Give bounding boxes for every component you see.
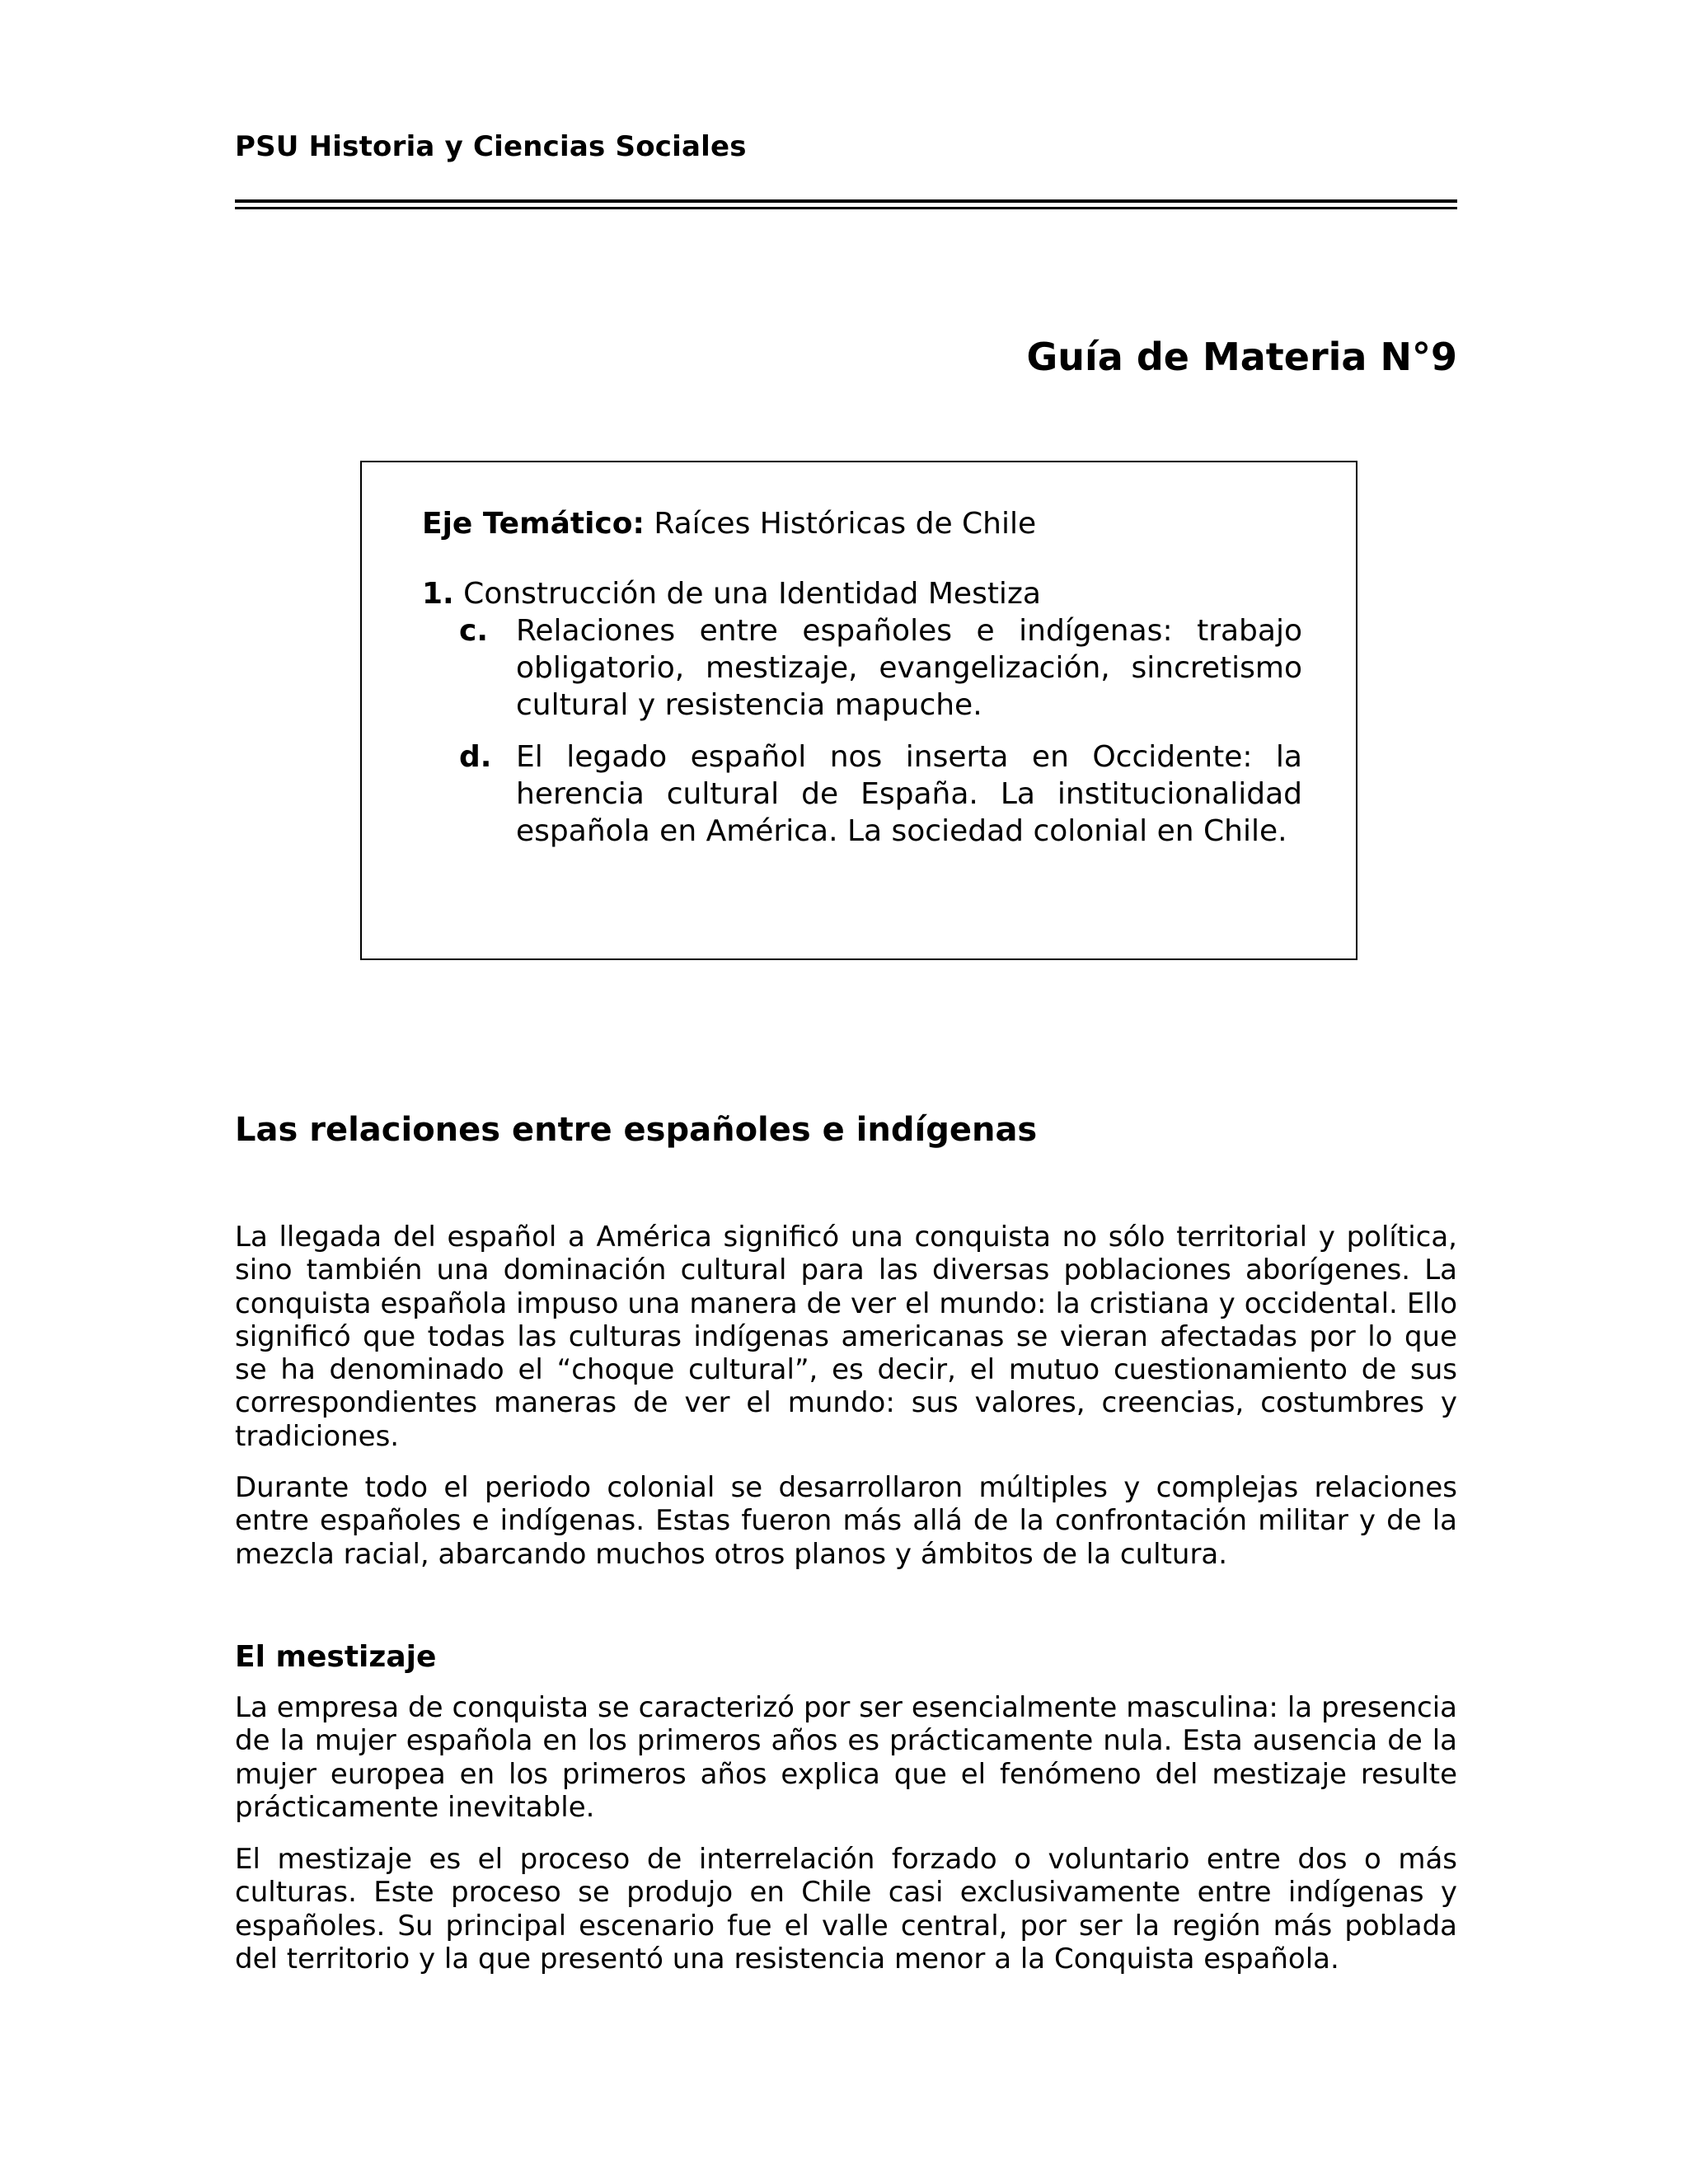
section-paragraph: La llegada del español a América significó una conquista no sólo territorial y política, sino también una dominación cultural para las diversas poblaciones aborígenes. La conquista española impuso una manera de ver el mundo: la cristiana y occidental. Ello significó que todas las culturas indígenas americanas se vieran afectadas por lo que se ha denominado el “choque cultural”, es decir, el mutuo cuestionamiento de sus correspondientes maneras de ver el mundo: sus valores, creencias, costumbres y tradiciones. [235,1221,1457,1453]
topic-item-1 [422,575,1302,612]
section-paragraph: Durante todo el periodo colonial se desarrollaron múltiples y complejas relaciones entre españoles e indígenas. Estas fueron más allá de la confrontación militar y de la mezcla racial, abarcando muchos otros planos y ámbitos de la cultura. [235,1471,1457,1571]
topic-item-number: 1. [422,577,454,611]
thematic-axis-label: Eje Temático: [422,507,645,541]
sub-item-text: Relaciones entre españoles e indígenas: trabajo obligatorio, mestizaje, evangelización, sincretismo cultural y resistencia mapuche. [516,614,1302,722]
sub-item-letter: d. [459,740,492,774]
sub-item-text: El legado español nos inserta en Occidente: la herencia cultural de España. La institucionalidad española en América. La sociedad colonial en Chile. [516,740,1302,848]
subsection-paragraph: La empresa de conquista se caracterizó por ser esencialmente masculina: la presencia de la mujer española en los primeros años es prácticamente nula. Esta ausencia de la mujer europea en los primeros años explica que el fenómeno del mestizaje resulte prácticamente inevitable. [235,1691,1457,1824]
subsection-title: El mestizaje [235,1640,437,1674]
thematic-axis-value: Raíces Históricas de Chile [644,507,1037,541]
thematic-axis [422,505,1302,542]
topic-sub-item-c [422,612,1302,724]
header-rule-thin [235,207,1457,209]
subsection-paragraph: El mestizaje es el proceso de interrelación forzado o voluntario entre dos o más culturas. Este proceso se produjo en Chile casi exclusivamente entre indígenas y españoles. Su principal escenario fue el valle central, por ser la región más poblada del territorio y la que presentó una resistencia menor a la Conquista española. [235,1843,1457,1975]
guide-title: Guía de Materia N°9 [1026,335,1457,379]
sub-item-letter: c. [459,614,489,648]
topic-box-content [422,505,1302,850]
section-title: Las relaciones entre españoles e indígenas [235,1111,1038,1149]
header-rule-thick [235,199,1457,203]
header-title: PSU Historia y Ciencias Sociales [235,130,747,163]
topic-box [360,461,1357,960]
topic-sub-item-d [422,738,1302,850]
topic-item-text: Construcción de una Identidad Mestiza [453,577,1041,611]
